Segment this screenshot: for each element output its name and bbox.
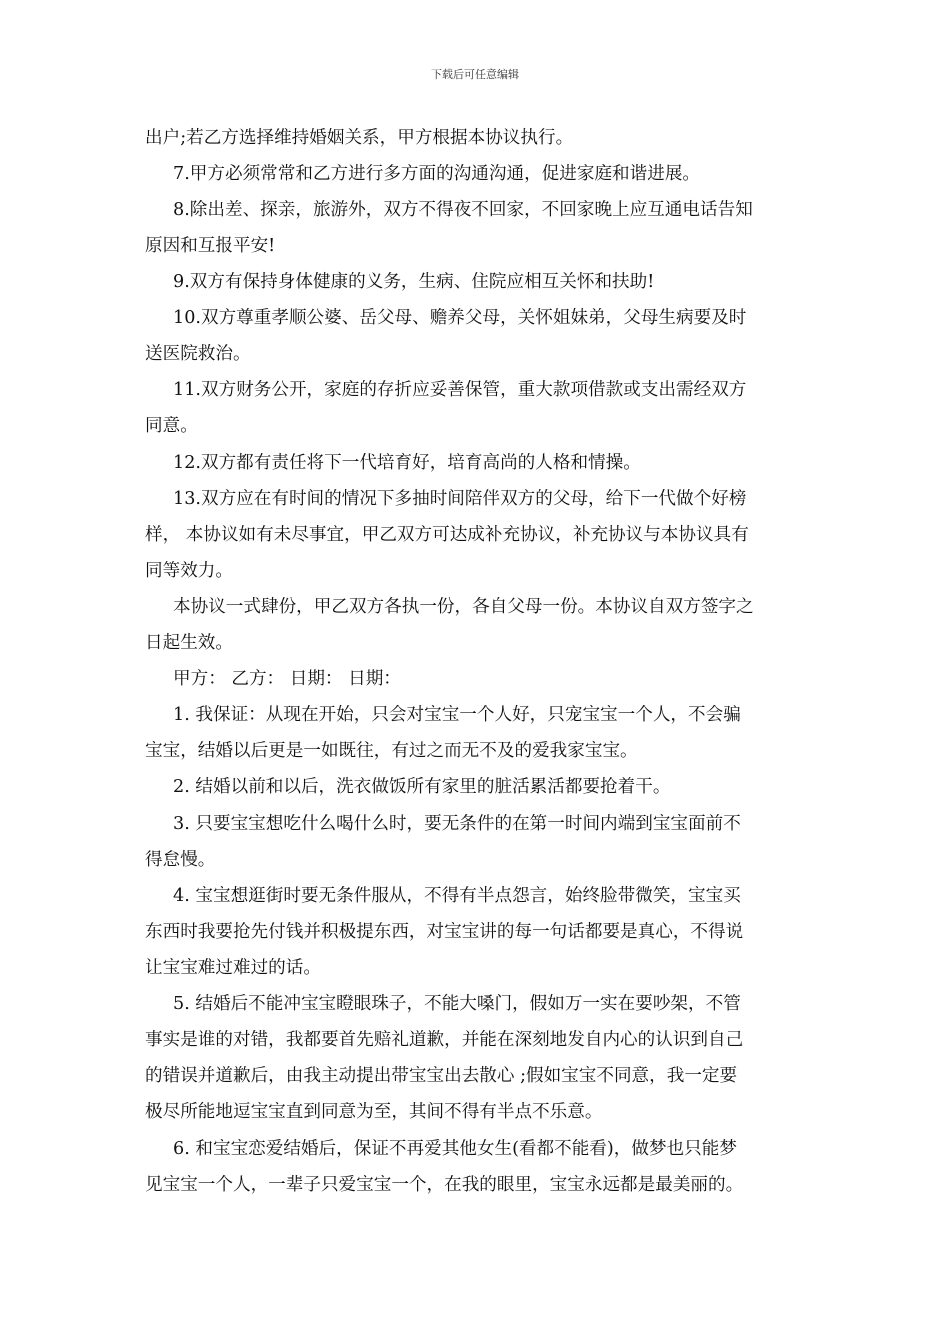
- text-line: 事实是谁的对错，我都要首先赔礼道歉，并能在深刻地发自内心的认识到自己: [145, 1030, 744, 1050]
- page-header: 下载后可任意编辑: [431, 68, 519, 81]
- text-line: 1. 我保证：从现在开始，只会对宝宝一个人好，只宠宝宝一个人，不会骗: [173, 705, 741, 725]
- text-line: 13.双方应在有时间的情况下多抽时间陪伴双方的父母，给下一代做个好榜: [173, 489, 747, 509]
- text-line: 8.除出差、探亲，旅游外，双方不得夜不回家，不回家晚上应互通电话告知: [173, 200, 753, 220]
- text-line: 9.双方有保持身体健康的义务，生病、住院应相互关怀和扶助!: [173, 272, 655, 292]
- text-line: 同意。: [145, 416, 198, 436]
- text-line: 本协议一式肆份，甲乙双方各执一份，各自父母一份。本协议自双方签字之: [173, 597, 754, 617]
- text-line: 出户;若乙方选择维持婚姻关系，甲方根据本协议执行。: [145, 128, 574, 148]
- text-line: 7.甲方必须常常和乙方进行多方面的沟通沟通，促进家庭和谐进展。: [173, 164, 701, 184]
- text-line: 极尽所能地逗宝宝直到同意为至，其间不得有半点不乐意。: [145, 1102, 603, 1122]
- text-line: 12.双方都有责任将下一代培育好，培育高尚的人格和情操。: [173, 453, 641, 473]
- text-line: 4. 宝宝想逛街时要无条件服从，不得有半点怨言，始终脸带微笑，宝宝买: [173, 886, 741, 906]
- text-line: 3. 只要宝宝想吃什么喝什么时，要无条件的在第一时间内端到宝宝面前不: [173, 814, 741, 834]
- text-line: 的错误并道歉后，由我主动提出带宝宝出去散心 ;假如宝宝不同意，我一定要: [145, 1066, 738, 1086]
- text-line: 样， 本协议如有未尽事宜，甲乙双方可达成补充协议，补充协议与本协议具有: [145, 525, 749, 545]
- text-line: 让宝宝难过难过的话。: [145, 958, 321, 978]
- text-line: 10.双方尊重孝顺公婆、岳父母、赡养父母，关怀姐妹弟，父母生病要及时: [173, 308, 747, 328]
- text-line: 东西时我要抢先付钱并积极提东西，对宝宝讲的每一句话都要是真心，不得说: [145, 922, 744, 942]
- text-line: 日起生效。: [145, 633, 233, 653]
- text-line: 6. 和宝宝恋爱结婚后，保证不再爱其他女生(看都不能看)，做梦也只能梦: [173, 1139, 737, 1159]
- text-line: 11.双方财务公开，家庭的存折应妥善保管，重大款项借款或支出需经双方: [173, 380, 747, 400]
- text-line: 原因和互报平安!: [145, 236, 276, 256]
- text-line: 见宝宝一个人，一辈子只爱宝宝一个，在我的眼里，宝宝永远都是最美丽的。: [145, 1175, 744, 1195]
- text-line: 得怠慢。: [145, 850, 216, 870]
- signature-line: 甲方： 乙方： 日期： 日期：: [173, 669, 401, 689]
- text-line: 宝宝，结婚以后更是一如既往，有过之而无不及的爱我家宝宝。: [145, 741, 638, 761]
- text-line: 送医院救治。: [145, 344, 251, 364]
- text-line: 同等效力。: [145, 561, 233, 581]
- text-line: 2. 结婚以前和以后，洗衣做饭所有家里的脏活累活都要抢着干。: [173, 777, 671, 797]
- text-line: 5. 结婚后不能冲宝宝瞪眼珠子，不能大嗓门，假如万一实在要吵架，不管: [173, 994, 741, 1014]
